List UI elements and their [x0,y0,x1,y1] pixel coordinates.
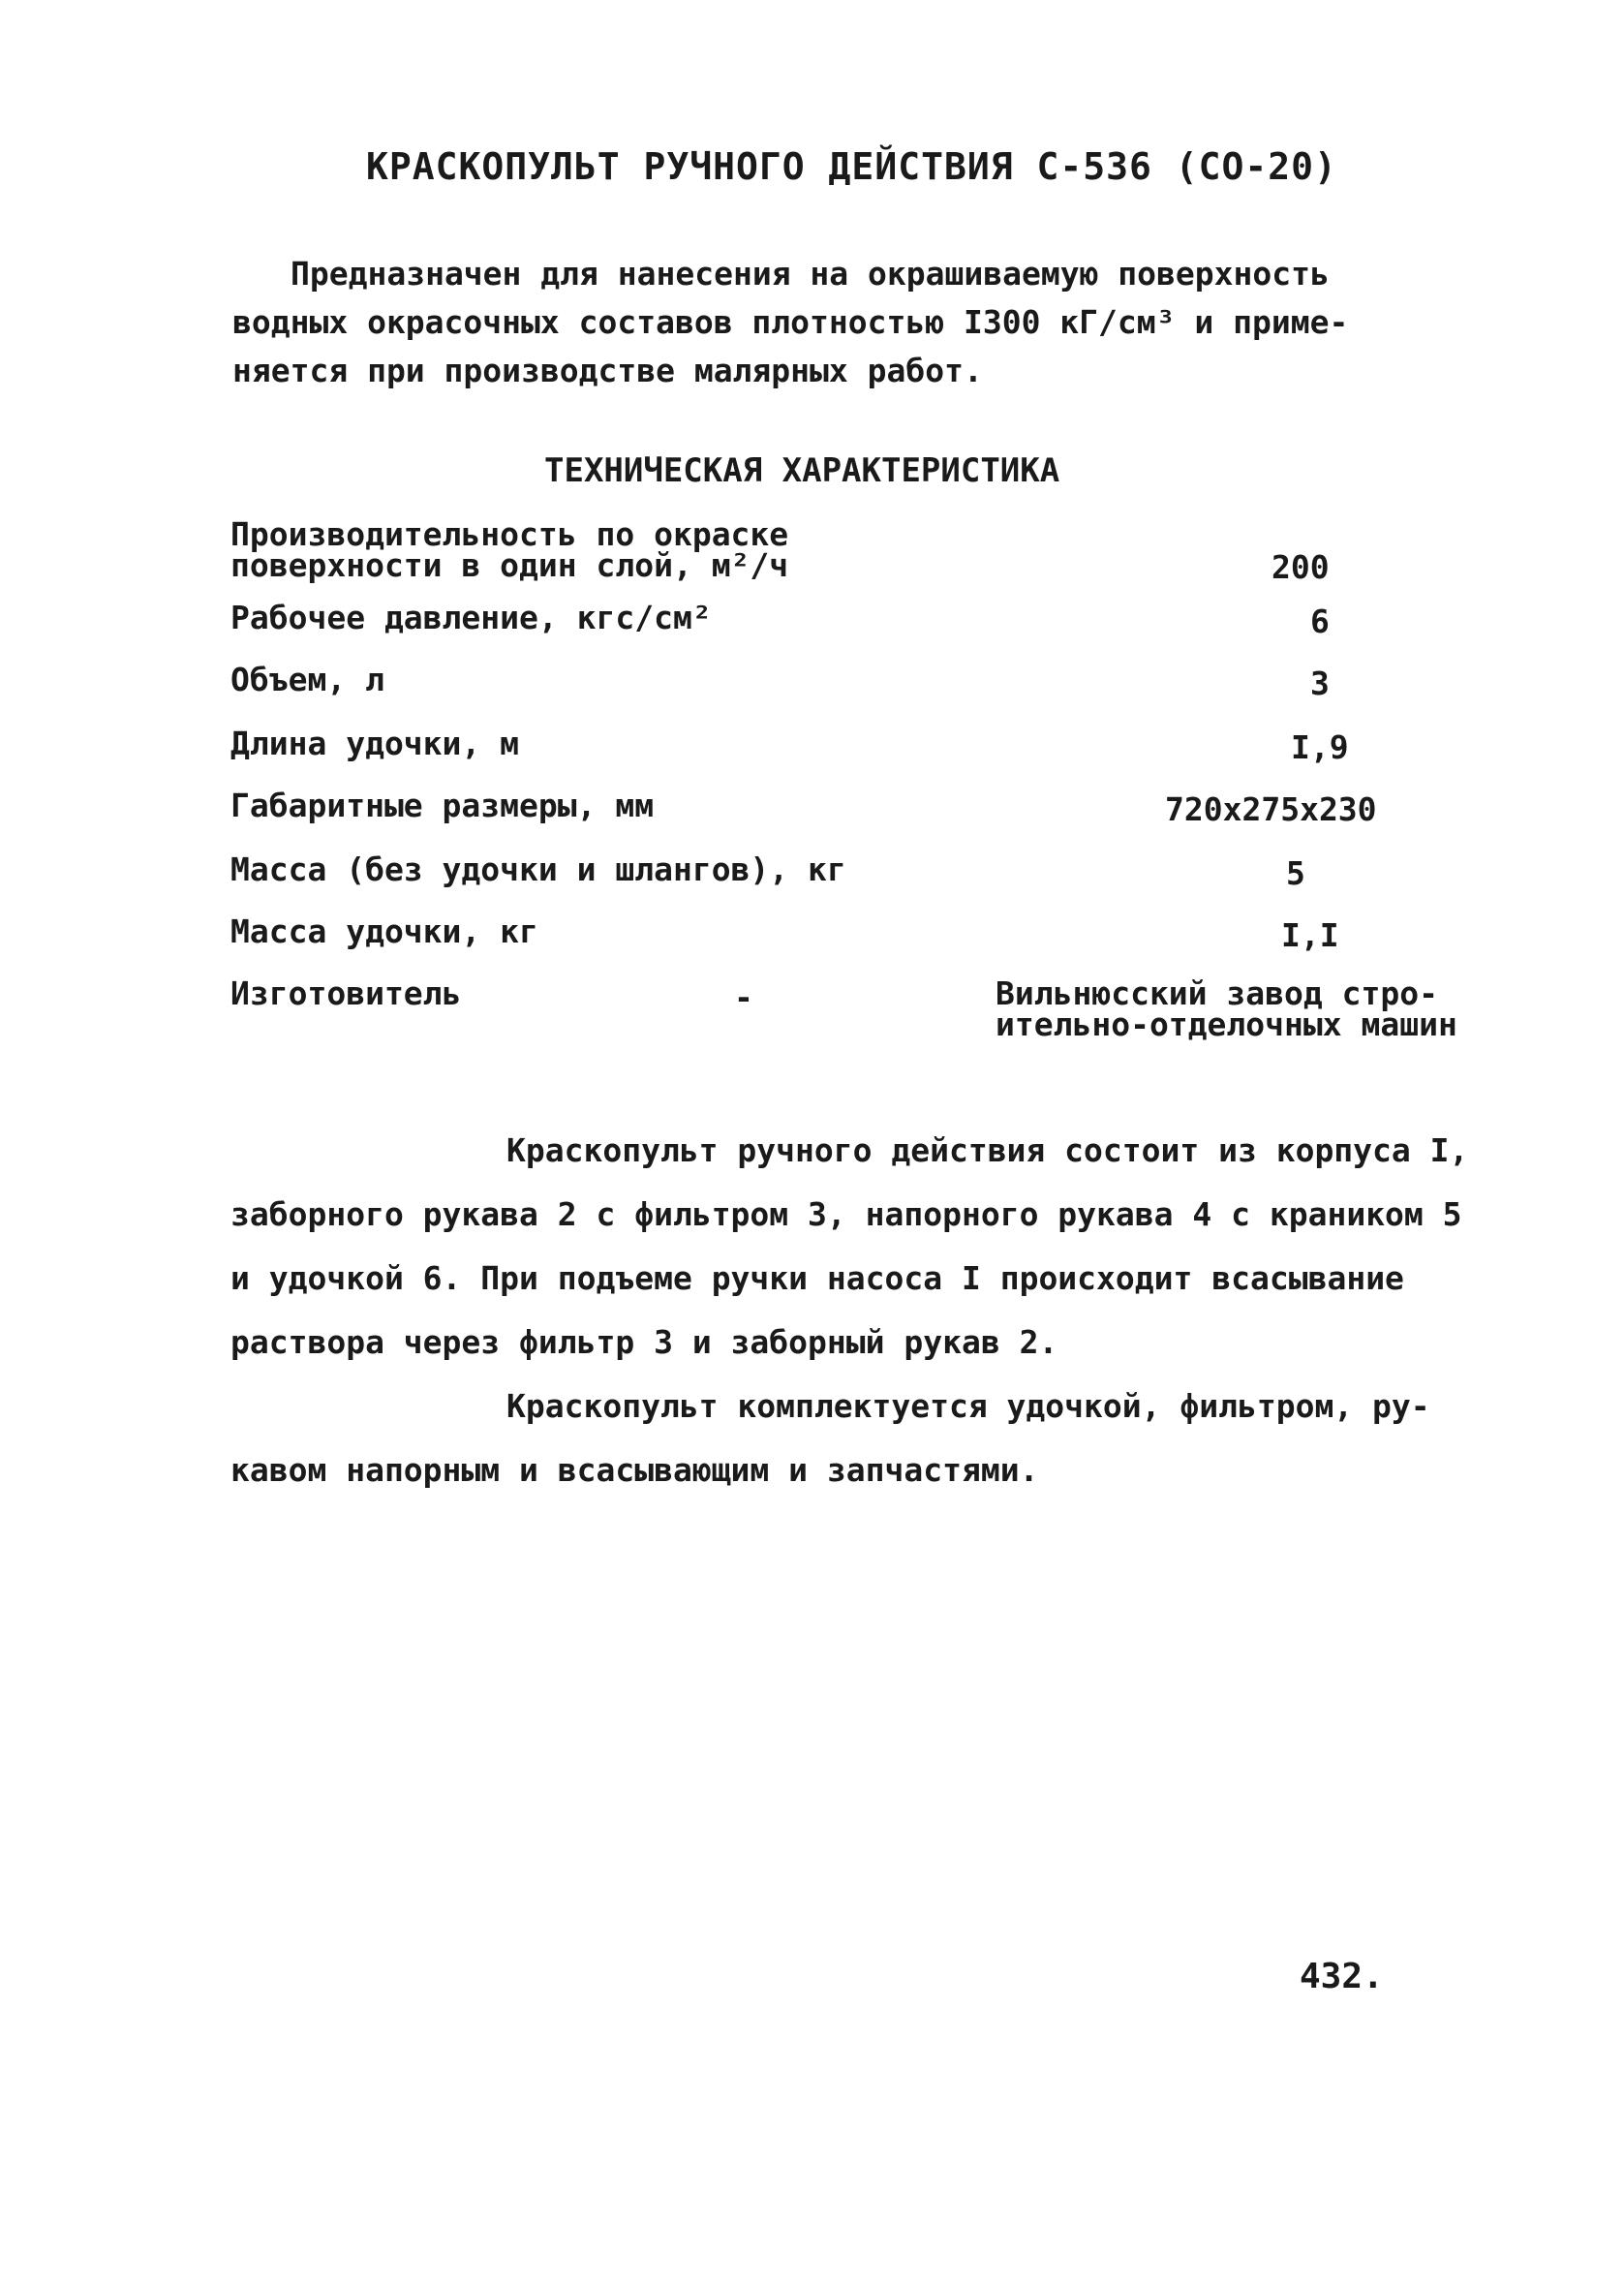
spec-label [230,515,966,584]
spec-row [230,850,1489,916]
description-text [230,1119,1538,1502]
description-line: заборного рукава 2 с фильтром 3, напорного рукава 4 с краником 5 [230,1195,1462,1233]
page-number: 432. [1300,1957,1384,1996]
spec-label-line: Длина удочки, м [230,725,520,762]
spec-label-line: Объем, л [230,661,384,698]
spec-label [230,787,966,824]
spec-label-line: Производительность по окраске [230,515,789,553]
spec-label-line: Масса удочки, кг [230,912,538,950]
description-line: Краскопульт ручного действия состоит из корпуса I, [506,1131,1469,1169]
intro-line: Предназначен для нанесения на окрашиваемую поверхность [291,255,1330,293]
spec-label [230,974,966,1012]
spec-row [230,725,1489,790]
spec-label [230,912,966,950]
section-title: ТЕХНИЧЕСКАЯ ХАРАКТЕРИСТИКА [544,451,1060,490]
spec-row [230,974,1489,1046]
spec-row [230,515,1489,603]
description-line: кавом напорным и всасывающим и запчастями. [230,1451,1039,1489]
spec-row [230,661,1489,728]
spec-label [230,599,966,636]
spec-value: 5 [1286,854,1305,892]
intro-line: няется при производстве малярных работ. [232,352,983,389]
spec-label [230,661,966,698]
spec-row [230,912,1489,978]
description-line: Краскопульт комплектуется удочкой, фильтром, ру- [506,1387,1430,1425]
spec-value-line: ительно-отделочных машин [996,1005,1457,1043]
spec-row [230,599,1489,664]
spec-label-line: Изготовитель [230,974,462,1012]
spec-label-line: Рабочее давление, кгс/см² [230,599,712,636]
specs-table [230,515,1489,1046]
description-line: раствора через фильтр 3 и заборный рукав 2. [230,1323,1058,1361]
spec-value-line: Вильнюсский завод стро- [996,974,1438,1012]
spec-value: I,9 [1291,728,1349,766]
spec-label [230,850,966,888]
description-line: и удочкой 6. При подъеме ручки насоса I происходит всасывание [230,1259,1404,1297]
spec-value [996,974,1457,1043]
spec-label-line: поверхности в один слой, м²/ч [230,546,789,584]
spec-value: 3 [1310,664,1330,702]
spec-value: 720x275x230 [1165,790,1377,828]
spec-label [230,725,966,762]
document-title: КРАСКОПУЛЬТ РУЧНОГО ДЕЙСТВИЯ С-536 (СО-20) [366,145,1337,188]
spec-row [230,787,1489,854]
spec-dash: - [734,978,753,1016]
spec-value: I,I [1281,916,1339,954]
spec-label-line: Масса (без удочки и шлангов), кг [230,850,846,888]
intro-line: водных окрасочных составов плотностью I300 кГ/см³ и приме- [232,303,1349,341]
spec-value: 6 [1310,603,1330,640]
spec-value: 200 [1272,548,1330,586]
spec-label-line: Габаритные размеры, мм [230,787,655,824]
intro-paragraph [232,250,1394,395]
